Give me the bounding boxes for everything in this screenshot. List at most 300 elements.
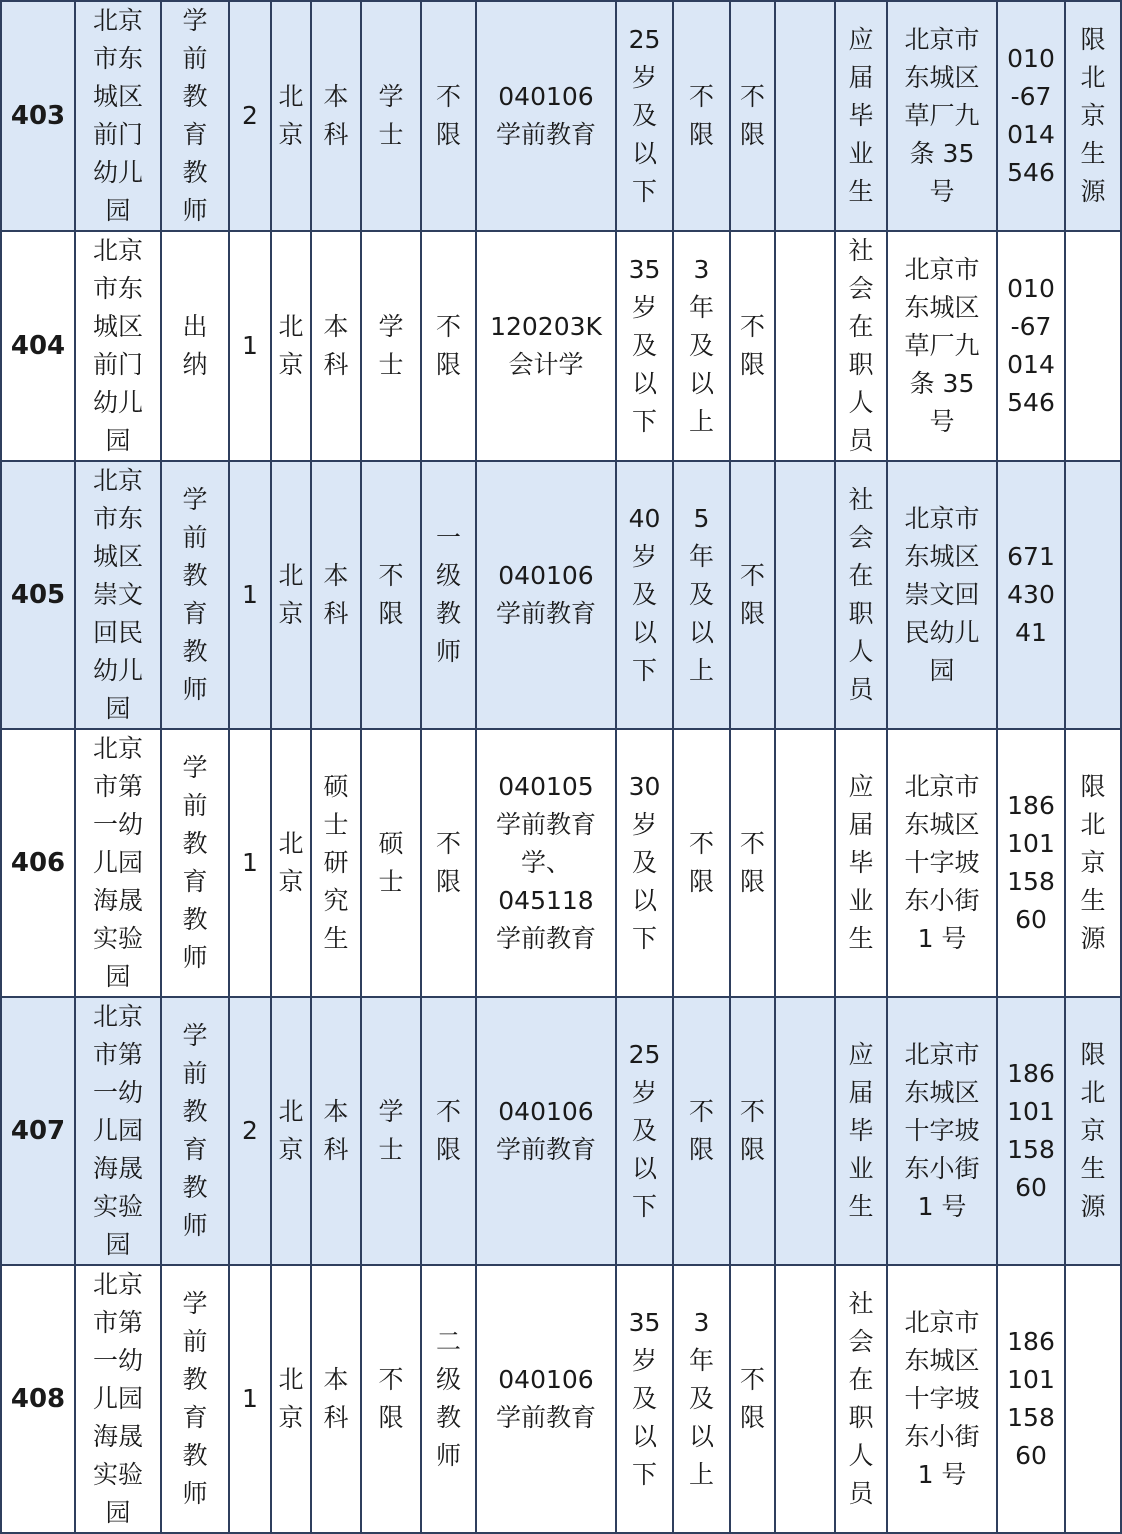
other-line: 限 (739, 867, 765, 896)
unit-line: 园 (105, 962, 131, 991)
cell-degree (361, 1, 421, 231)
address-line: 十字坡 (904, 1384, 980, 1413)
phone-line: 158 (1007, 867, 1055, 896)
title-lines (436, 1323, 461, 1475)
age-line: 25 (628, 25, 661, 54)
unit-line: 城区 (92, 542, 143, 571)
position-line: 教 (182, 905, 208, 934)
region-line: 京 (278, 350, 304, 379)
education-line: 科 (323, 1135, 349, 1164)
unit-line: 园 (105, 426, 131, 455)
cell-other (730, 231, 775, 461)
experience-line: 3 (693, 1308, 710, 1337)
position-line: 前 (182, 1327, 208, 1356)
title-line: 教 (435, 1403, 461, 1432)
address-line: 1 号 (917, 924, 967, 953)
education-line: 研 (323, 848, 349, 877)
age-line: 40 (628, 504, 661, 533)
unit-line: 一幼 (92, 1346, 143, 1375)
region-lines (278, 308, 303, 384)
title-line: 不 (435, 1097, 461, 1126)
unit-line: 崇文 (92, 580, 143, 609)
unit-line: 回民 (92, 618, 143, 647)
cell-position (161, 1265, 229, 1533)
note-line: 生 (1080, 1154, 1106, 1183)
degree-lines (378, 308, 403, 384)
cell-position (161, 231, 229, 461)
degree-line: 限 (378, 599, 404, 628)
other-line: 不 (739, 312, 765, 341)
address-line: 东城区 (904, 63, 980, 92)
age-line: 以 (631, 369, 657, 398)
cell-unit (75, 997, 161, 1265)
cell-major (476, 729, 616, 997)
address-lines (904, 1304, 979, 1494)
cell-region (271, 1265, 311, 1533)
cell-phone (997, 231, 1065, 461)
applicant-lines (848, 232, 873, 460)
position-line: 教 (182, 561, 208, 590)
other-line: 不 (739, 829, 765, 858)
position-line: 育 (182, 599, 208, 628)
cell-age (616, 729, 673, 997)
cell-title (421, 997, 476, 1265)
experience-line: 及 (688, 1384, 714, 1413)
address-lines (904, 768, 979, 958)
position-lines (182, 481, 207, 709)
cell-title (421, 729, 476, 997)
cell-degree (361, 231, 421, 461)
degree-line: 不 (378, 1365, 404, 1394)
address-line: 十字坡 (904, 1116, 980, 1145)
position-line: 育 (182, 1135, 208, 1164)
major-line: 学前教育 (495, 810, 596, 839)
phone-line: 010 (1007, 44, 1055, 73)
experience-line: 限 (688, 867, 714, 896)
title-lines (436, 308, 461, 384)
note-line: 北 (1080, 63, 1106, 92)
cell-note (1065, 729, 1121, 997)
phone-lines (1007, 40, 1055, 192)
applicant-lines (848, 1285, 873, 1513)
cell-experience (673, 729, 730, 997)
degree-lines (378, 78, 403, 154)
unit-line: 园 (105, 1498, 131, 1527)
cell-other (730, 461, 775, 729)
experience-line: 不 (688, 82, 714, 111)
title-line: 限 (435, 867, 461, 896)
degree-lines (378, 1093, 403, 1169)
cell-title (421, 461, 476, 729)
phone-line: 101 (1007, 829, 1055, 858)
title-line: 二 (435, 1327, 461, 1356)
position-line: 出 (182, 312, 208, 341)
address-line: 号 (929, 177, 955, 206)
phone-line: 158 (1007, 1403, 1055, 1432)
experience-lines (689, 251, 714, 441)
cell-education (311, 231, 361, 461)
degree-line: 学 (378, 1097, 404, 1126)
applicant-line: 应 (848, 772, 874, 801)
position-line: 育 (182, 1403, 208, 1432)
experience-lines (689, 1304, 714, 1494)
region-line: 京 (278, 599, 304, 628)
note-line: 限 (1080, 25, 1106, 54)
cell-phone (997, 461, 1065, 729)
cell-count: 2 (229, 1, 271, 231)
applicant-line: 生 (848, 924, 874, 953)
phone-lines (1007, 1323, 1055, 1475)
row-id-cell: 403 (1, 1, 75, 231)
phone-line: 546 (1007, 388, 1055, 417)
age-line: 35 (628, 255, 661, 284)
applicant-line: 会 (848, 1327, 874, 1356)
other-lines (740, 1361, 765, 1437)
education-line: 士 (323, 810, 349, 839)
note-line: 京 (1080, 101, 1106, 130)
degree-lines (378, 1361, 403, 1437)
age-line: 以 (631, 1154, 657, 1183)
note-line: 京 (1080, 848, 1106, 877)
degree-lines (378, 557, 403, 633)
experience-line: 不 (688, 829, 714, 858)
cell-education (311, 997, 361, 1265)
other-lines (740, 308, 765, 384)
applicant-line: 届 (848, 810, 874, 839)
cell-region (271, 461, 311, 729)
cell-unit (75, 1265, 161, 1533)
applicant-line: 毕 (848, 101, 874, 130)
age-lines (629, 21, 661, 211)
major-line: 学前教育 (495, 599, 596, 628)
major-lines (490, 308, 602, 384)
address-line: 1 号 (917, 1460, 967, 1489)
phone-line: 101 (1007, 1097, 1055, 1126)
applicant-line: 业 (848, 139, 874, 168)
cell-position (161, 729, 229, 997)
age-lines (629, 1304, 661, 1494)
applicant-line: 届 (848, 1078, 874, 1107)
address-line: 民幼儿 (904, 618, 980, 647)
cell-region (271, 729, 311, 997)
cell-count: 1 (229, 729, 271, 997)
applicant-line: 生 (848, 177, 874, 206)
title-lines (436, 825, 461, 901)
position-lines (182, 2, 207, 230)
position-line: 育 (182, 867, 208, 896)
unit-line: 市第 (92, 1040, 143, 1069)
education-lines (323, 78, 348, 154)
education-line: 硕 (323, 772, 349, 801)
unit-line: 前门 (92, 120, 143, 149)
unit-line: 儿园 (92, 848, 143, 877)
cell-education (311, 1, 361, 231)
position-line: 教 (182, 1365, 208, 1394)
position-line: 师 (182, 196, 208, 225)
age-line: 岁 (631, 1078, 657, 1107)
other-line: 限 (739, 599, 765, 628)
address-line: 号 (929, 407, 955, 436)
region-lines (278, 825, 303, 901)
cell-count: 1 (229, 231, 271, 461)
age-line: 35 (628, 1308, 661, 1337)
note-line: 限 (1080, 1040, 1106, 1069)
phone-line: 010 (1007, 274, 1055, 303)
other-line: 不 (739, 1365, 765, 1394)
experience-line: 3 (693, 255, 710, 284)
major-line: 学前教育 (495, 924, 596, 953)
cell-position (161, 1, 229, 231)
cell-experience (673, 997, 730, 1265)
unit-line: 一幼 (92, 810, 143, 839)
cell-other (730, 997, 775, 1265)
experience-line: 上 (688, 407, 714, 436)
cell-address (887, 461, 997, 729)
position-line: 教 (182, 1173, 208, 1202)
unit-line: 园 (105, 1230, 131, 1259)
applicant-line: 在 (848, 312, 874, 341)
position-line: 纳 (182, 350, 208, 379)
position-line: 前 (182, 791, 208, 820)
position-lines (182, 1285, 207, 1513)
cell-education (311, 461, 361, 729)
experience-line: 及 (688, 331, 714, 360)
title-lines (436, 78, 461, 154)
major-lines (496, 78, 596, 154)
region-line: 京 (278, 867, 304, 896)
note-lines (1080, 1036, 1105, 1226)
phone-line: 60 (1015, 905, 1047, 934)
cell-blank (775, 231, 835, 461)
note-line: 北 (1080, 1078, 1106, 1107)
education-lines (323, 308, 348, 384)
experience-line: 上 (688, 1460, 714, 1489)
phone-line: 101 (1007, 1365, 1055, 1394)
cell-age (616, 1, 673, 231)
applicant-line: 员 (848, 1479, 874, 1508)
note-line: 源 (1080, 924, 1106, 953)
region-lines (278, 1361, 303, 1437)
region-line: 北 (278, 312, 304, 341)
experience-line: 限 (688, 120, 714, 149)
experience-line: 限 (688, 1135, 714, 1164)
phone-lines (1007, 787, 1055, 939)
position-line: 前 (182, 1059, 208, 1088)
experience-line: 以 (688, 1422, 714, 1451)
cell-blank (775, 1265, 835, 1533)
address-line: 草厂九 (904, 101, 980, 130)
position-lines (182, 1017, 207, 1245)
address-line: 园 (929, 656, 955, 685)
phone-line: 60 (1015, 1441, 1047, 1470)
cell-other (730, 1265, 775, 1533)
experience-line: 年 (688, 542, 714, 571)
region-line: 北 (278, 1365, 304, 1394)
address-line: 北京市 (904, 1040, 980, 1069)
position-line: 育 (182, 120, 208, 149)
address-line: 十字坡 (904, 848, 980, 877)
unit-line: 北京 (92, 1002, 143, 1031)
cell-major (476, 461, 616, 729)
unit-line: 一幼 (92, 1078, 143, 1107)
experience-line: 及 (688, 580, 714, 609)
unit-lines (93, 998, 143, 1264)
unit-line: 儿园 (92, 1384, 143, 1413)
region-lines (278, 1093, 303, 1169)
unit-lines (93, 730, 143, 996)
age-line: 及 (631, 580, 657, 609)
unit-line: 海晟 (92, 1422, 143, 1451)
applicant-lines (848, 21, 873, 211)
address-line: 东小街 (904, 1154, 980, 1183)
title-line: 师 (435, 637, 461, 666)
title-line: 不 (435, 829, 461, 858)
note-line: 生 (1080, 139, 1106, 168)
note-lines (1080, 768, 1105, 958)
position-line: 学 (182, 1289, 208, 1318)
cell-count: 2 (229, 997, 271, 1265)
cell-major (476, 997, 616, 1265)
unit-line: 市东 (92, 274, 143, 303)
education-line: 本 (323, 1097, 349, 1126)
position-line: 前 (182, 44, 208, 73)
applicant-line: 业 (848, 886, 874, 915)
position-line: 前 (182, 523, 208, 552)
row-id-cell: 407 (1, 997, 75, 1265)
experience-line: 年 (688, 293, 714, 322)
age-line: 下 (631, 407, 657, 436)
position-line: 师 (182, 943, 208, 972)
unit-line: 市第 (92, 1308, 143, 1337)
title-line: 限 (435, 1135, 461, 1164)
education-line: 科 (323, 120, 349, 149)
phone-line: -67 (1010, 312, 1052, 341)
age-lines (629, 1036, 661, 1226)
unit-lines (93, 462, 143, 728)
cell-applicant (835, 997, 887, 1265)
major-lines (496, 1093, 596, 1169)
degree-line: 士 (378, 120, 404, 149)
position-line: 教 (182, 1441, 208, 1470)
applicant-line: 人 (848, 388, 874, 417)
cell-title (421, 1, 476, 231)
age-line: 下 (631, 656, 657, 685)
position-line: 师 (182, 675, 208, 704)
degree-line: 硕 (378, 829, 404, 858)
education-lines (323, 768, 348, 958)
unit-line: 幼儿 (92, 388, 143, 417)
address-line: 北京市 (904, 255, 980, 284)
row-id-cell: 408 (1, 1265, 75, 1533)
major-line: 学前教育 (495, 1135, 596, 1164)
education-line: 本 (323, 82, 349, 111)
row-id-cell: 405 (1, 461, 75, 729)
experience-line: 以 (688, 618, 714, 647)
address-line: 北京市 (904, 25, 980, 54)
applicant-line: 员 (848, 426, 874, 455)
other-line: 限 (739, 1403, 765, 1432)
cell-unit (75, 729, 161, 997)
cell-experience (673, 1265, 730, 1533)
cell-phone (997, 997, 1065, 1265)
title-line: 级 (435, 561, 461, 590)
applicant-line: 职 (848, 1403, 874, 1432)
unit-line: 市东 (92, 44, 143, 73)
education-lines (323, 1361, 348, 1437)
other-lines (740, 78, 765, 154)
table-row (1, 231, 1121, 461)
note-line: 京 (1080, 1116, 1106, 1145)
cell-applicant (835, 1265, 887, 1533)
other-line: 限 (739, 1135, 765, 1164)
position-lines (182, 308, 207, 384)
cell-note (1065, 231, 1121, 461)
cell-region (271, 231, 311, 461)
address-line: 北京市 (904, 772, 980, 801)
other-lines (740, 1093, 765, 1169)
cell-count: 1 (229, 461, 271, 729)
cell-note (1065, 997, 1121, 1265)
applicant-line: 业 (848, 1154, 874, 1183)
other-line: 限 (739, 120, 765, 149)
region-line: 京 (278, 1135, 304, 1164)
cell-blank (775, 461, 835, 729)
education-line: 本 (323, 1365, 349, 1394)
cell-applicant (835, 461, 887, 729)
major-line: 120203K (490, 312, 602, 341)
unit-lines (93, 2, 143, 230)
age-line: 下 (631, 1192, 657, 1221)
cell-count: 1 (229, 1265, 271, 1533)
cell-other (730, 729, 775, 997)
unit-line: 实验 (92, 1460, 143, 1489)
phone-lines (1007, 270, 1055, 422)
address-line: 北京市 (904, 504, 980, 533)
major-lines (496, 557, 596, 633)
other-line: 不 (739, 82, 765, 111)
applicant-line: 人 (848, 637, 874, 666)
major-lines (496, 768, 596, 958)
cell-note (1065, 1, 1121, 231)
major-line: 040106 (498, 561, 594, 590)
age-line: 25 (628, 1040, 661, 1069)
cell-address (887, 997, 997, 1265)
phone-line: 014 (1007, 350, 1055, 379)
address-line: 北京市 (904, 1308, 980, 1337)
education-line: 本 (323, 561, 349, 590)
major-line: 学前教育 (495, 1403, 596, 1432)
region-line: 北 (278, 561, 304, 590)
unit-line: 实验 (92, 1192, 143, 1221)
title-line: 级 (435, 1365, 461, 1394)
cell-age (616, 997, 673, 1265)
cell-experience (673, 1, 730, 231)
note-lines (1080, 21, 1105, 211)
cell-address (887, 1, 997, 231)
applicant-line: 会 (848, 523, 874, 552)
cell-degree (361, 461, 421, 729)
cell-region (271, 1, 311, 231)
address-line: 东城区 (904, 542, 980, 571)
table-row (1, 729, 1121, 997)
address-line: 东小街 (904, 1422, 980, 1451)
phone-line: 41 (1015, 618, 1047, 647)
cell-address (887, 729, 997, 997)
degree-line: 学 (378, 82, 404, 111)
applicant-line: 毕 (848, 1116, 874, 1145)
experience-line: 不 (688, 1097, 714, 1126)
applicant-line: 在 (848, 1365, 874, 1394)
